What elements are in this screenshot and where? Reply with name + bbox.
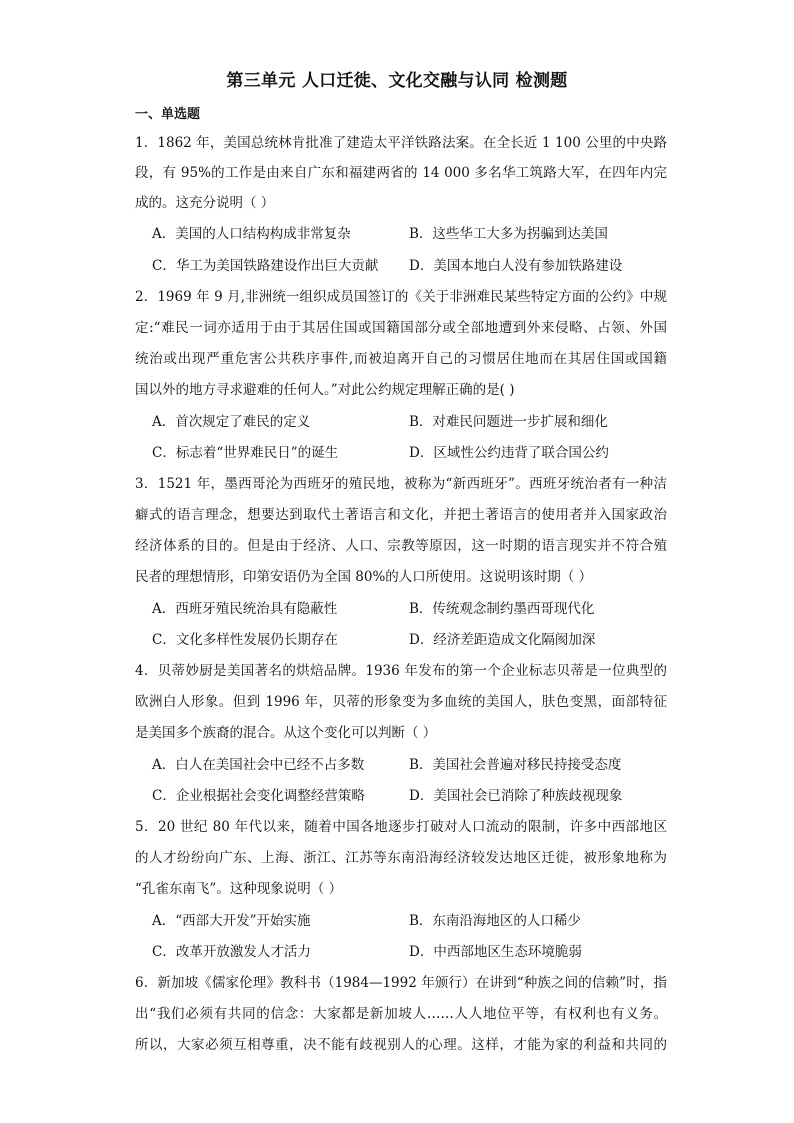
question-3-line-3: 经济体系的目的。但是由于经济、人口、宗教等原因，这一时期的语言现实并不符合殖 bbox=[135, 538, 667, 554]
question-2-line-1: 2．1969 年 9 月,非洲统一组织成员国签订的《关于非洲难民某些特定方面的公约》中规 bbox=[135, 289, 667, 305]
question-3-option-b[interactable]: B．传统观念制约墨西哥现代化 bbox=[409, 601, 595, 617]
question-3-line-2: 癖式的语言理念，想要达到取代土著语言和文化，并把土著语言的使用者并入国家政治 bbox=[135, 507, 667, 523]
question-3-option-c[interactable]: C．文化多样性发展仍长期存在 bbox=[152, 632, 338, 648]
question-5-option-a[interactable]: A．“西部大开发”开始实施 bbox=[152, 913, 311, 929]
question-4-option-d[interactable]: D．美国社会已消除了种族歧视现象 bbox=[409, 788, 623, 804]
question-1-option-a[interactable]: A．美国的人口结构构成非常复杂 bbox=[152, 226, 351, 242]
question-2-option-d[interactable]: D．区域性公约违背了联合国公约 bbox=[409, 445, 609, 461]
question-1-line-2: 段，有 95%的工作是由来自广东和福建两省的 14 000 多名华工筑路大军，在四年内完 bbox=[135, 165, 667, 181]
question-3-option-a[interactable]: A．西班牙殖民统治具有隐蔽性 bbox=[152, 601, 338, 617]
question-4-line-1: 4．贝蒂妙厨是美国著名的烘焙品牌。1936 年发布的第一个企业标志贝蒂是一位典型的 bbox=[135, 663, 667, 679]
question-2-option-a[interactable]: A．首次规定了难民的定义 bbox=[152, 414, 311, 430]
question-4-option-c[interactable]: C．企业根据社会变化调整经营策略 bbox=[152, 788, 365, 804]
question-4-line-2: 欧洲白人形象。但到 1996 年，贝蒂的形象变为多血统的美国人，肤色变黑，面部特征 bbox=[135, 694, 667, 710]
question-2-line-2: 定:“难民一词亦适用于由于其居住国或国籍国部分或全部地遭到外来侵略、占领、外国 bbox=[135, 320, 667, 336]
question-3-line-4: 民者的理想情形，印第安语仍为全国 80%的人口所使用。这说明该时期（ ） bbox=[135, 569, 593, 585]
question-1-line-3: 成的。这充分说明（ ） bbox=[135, 195, 275, 211]
question-2-line-3: 统治或出现严重危害公共秩序事件,而被迫离开自己的习惯居住地而在其居住国或国籍 bbox=[135, 351, 667, 367]
question-5-line-3: “孔雀东南飞”。这种现象说明（ ） bbox=[135, 881, 343, 897]
question-6-line-2: 出“我们必须有共同的信念：大家都是新加坡人……人人地位平等，有权利也有义务。 bbox=[135, 1006, 667, 1022]
question-3-option-d[interactable]: D．经济差距造成文化隔阂加深 bbox=[409, 632, 596, 648]
section-heading: 一、单选题 bbox=[135, 107, 201, 122]
question-6-line-3: 所以，大家必须互相尊重，决不能有歧视别人的心理。这样，才能为家的利益和共同的 bbox=[135, 1037, 667, 1053]
question-1-option-b[interactable]: B．这些华工大多为拐骗到达美国 bbox=[409, 226, 608, 242]
question-5-line-1: 5．20 世纪 80 年代以来，随着中国各地逐步打破对人口流动的限制，许多中西部地区 bbox=[135, 819, 667, 835]
page-title: 第三单元 人口迁徙、文化交融与认同 检测题 bbox=[226, 71, 568, 91]
question-5-option-d[interactable]: D．中西部地区生态环境脆弱 bbox=[409, 944, 582, 960]
question-4-option-b[interactable]: B．美国社会普遍对移民持接受态度 bbox=[409, 757, 622, 773]
question-5-line-2: 的人才纷纷向广东、上海、浙江、江苏等东南沿海经济较发达地区迁徙，被形象地称为 bbox=[135, 850, 667, 866]
question-6-line-1: 6．新加坡《儒家伦理》教科书（1984—1992 年颁行）在讲到“种族之间的信赖”时，指 bbox=[135, 975, 667, 991]
question-4-option-a[interactable]: A．白人在美国社会中已经不占多数 bbox=[152, 757, 365, 773]
question-1-line-1: 1．1862 年，美国总统林肯批准了建造太平洋铁路法案。在全长近 1 100 公里的中央路 bbox=[135, 135, 667, 151]
question-3-line-1: 3．1521 年，墨西哥沦为西班牙的殖民地，被称为“新西班牙”。西班牙统治者有一种洁 bbox=[135, 476, 667, 492]
question-2-option-c[interactable]: C．标志着“世界难民日”的诞生 bbox=[152, 445, 339, 461]
question-2-line-4: 国以外的地方寻求避难的任何人。”对此公约规定理解正确的是( ) bbox=[135, 382, 515, 398]
question-1-option-c[interactable]: C．华工为美国铁路建设作出巨大贡献 bbox=[152, 258, 379, 274]
question-5-option-b[interactable]: B．东南沿海地区的人口稀少 bbox=[409, 913, 581, 929]
question-4-line-3: 是美国多个族裔的混合。从这个变化可以判断（ ） bbox=[135, 725, 437, 741]
question-5-option-c[interactable]: C．改革开放激发人才活力 bbox=[152, 944, 311, 960]
question-2-option-b[interactable]: B．对难民问题进一步扩展和细化 bbox=[409, 414, 608, 430]
question-1-option-d[interactable]: D．美国本地白人没有参加铁路建设 bbox=[409, 258, 623, 274]
